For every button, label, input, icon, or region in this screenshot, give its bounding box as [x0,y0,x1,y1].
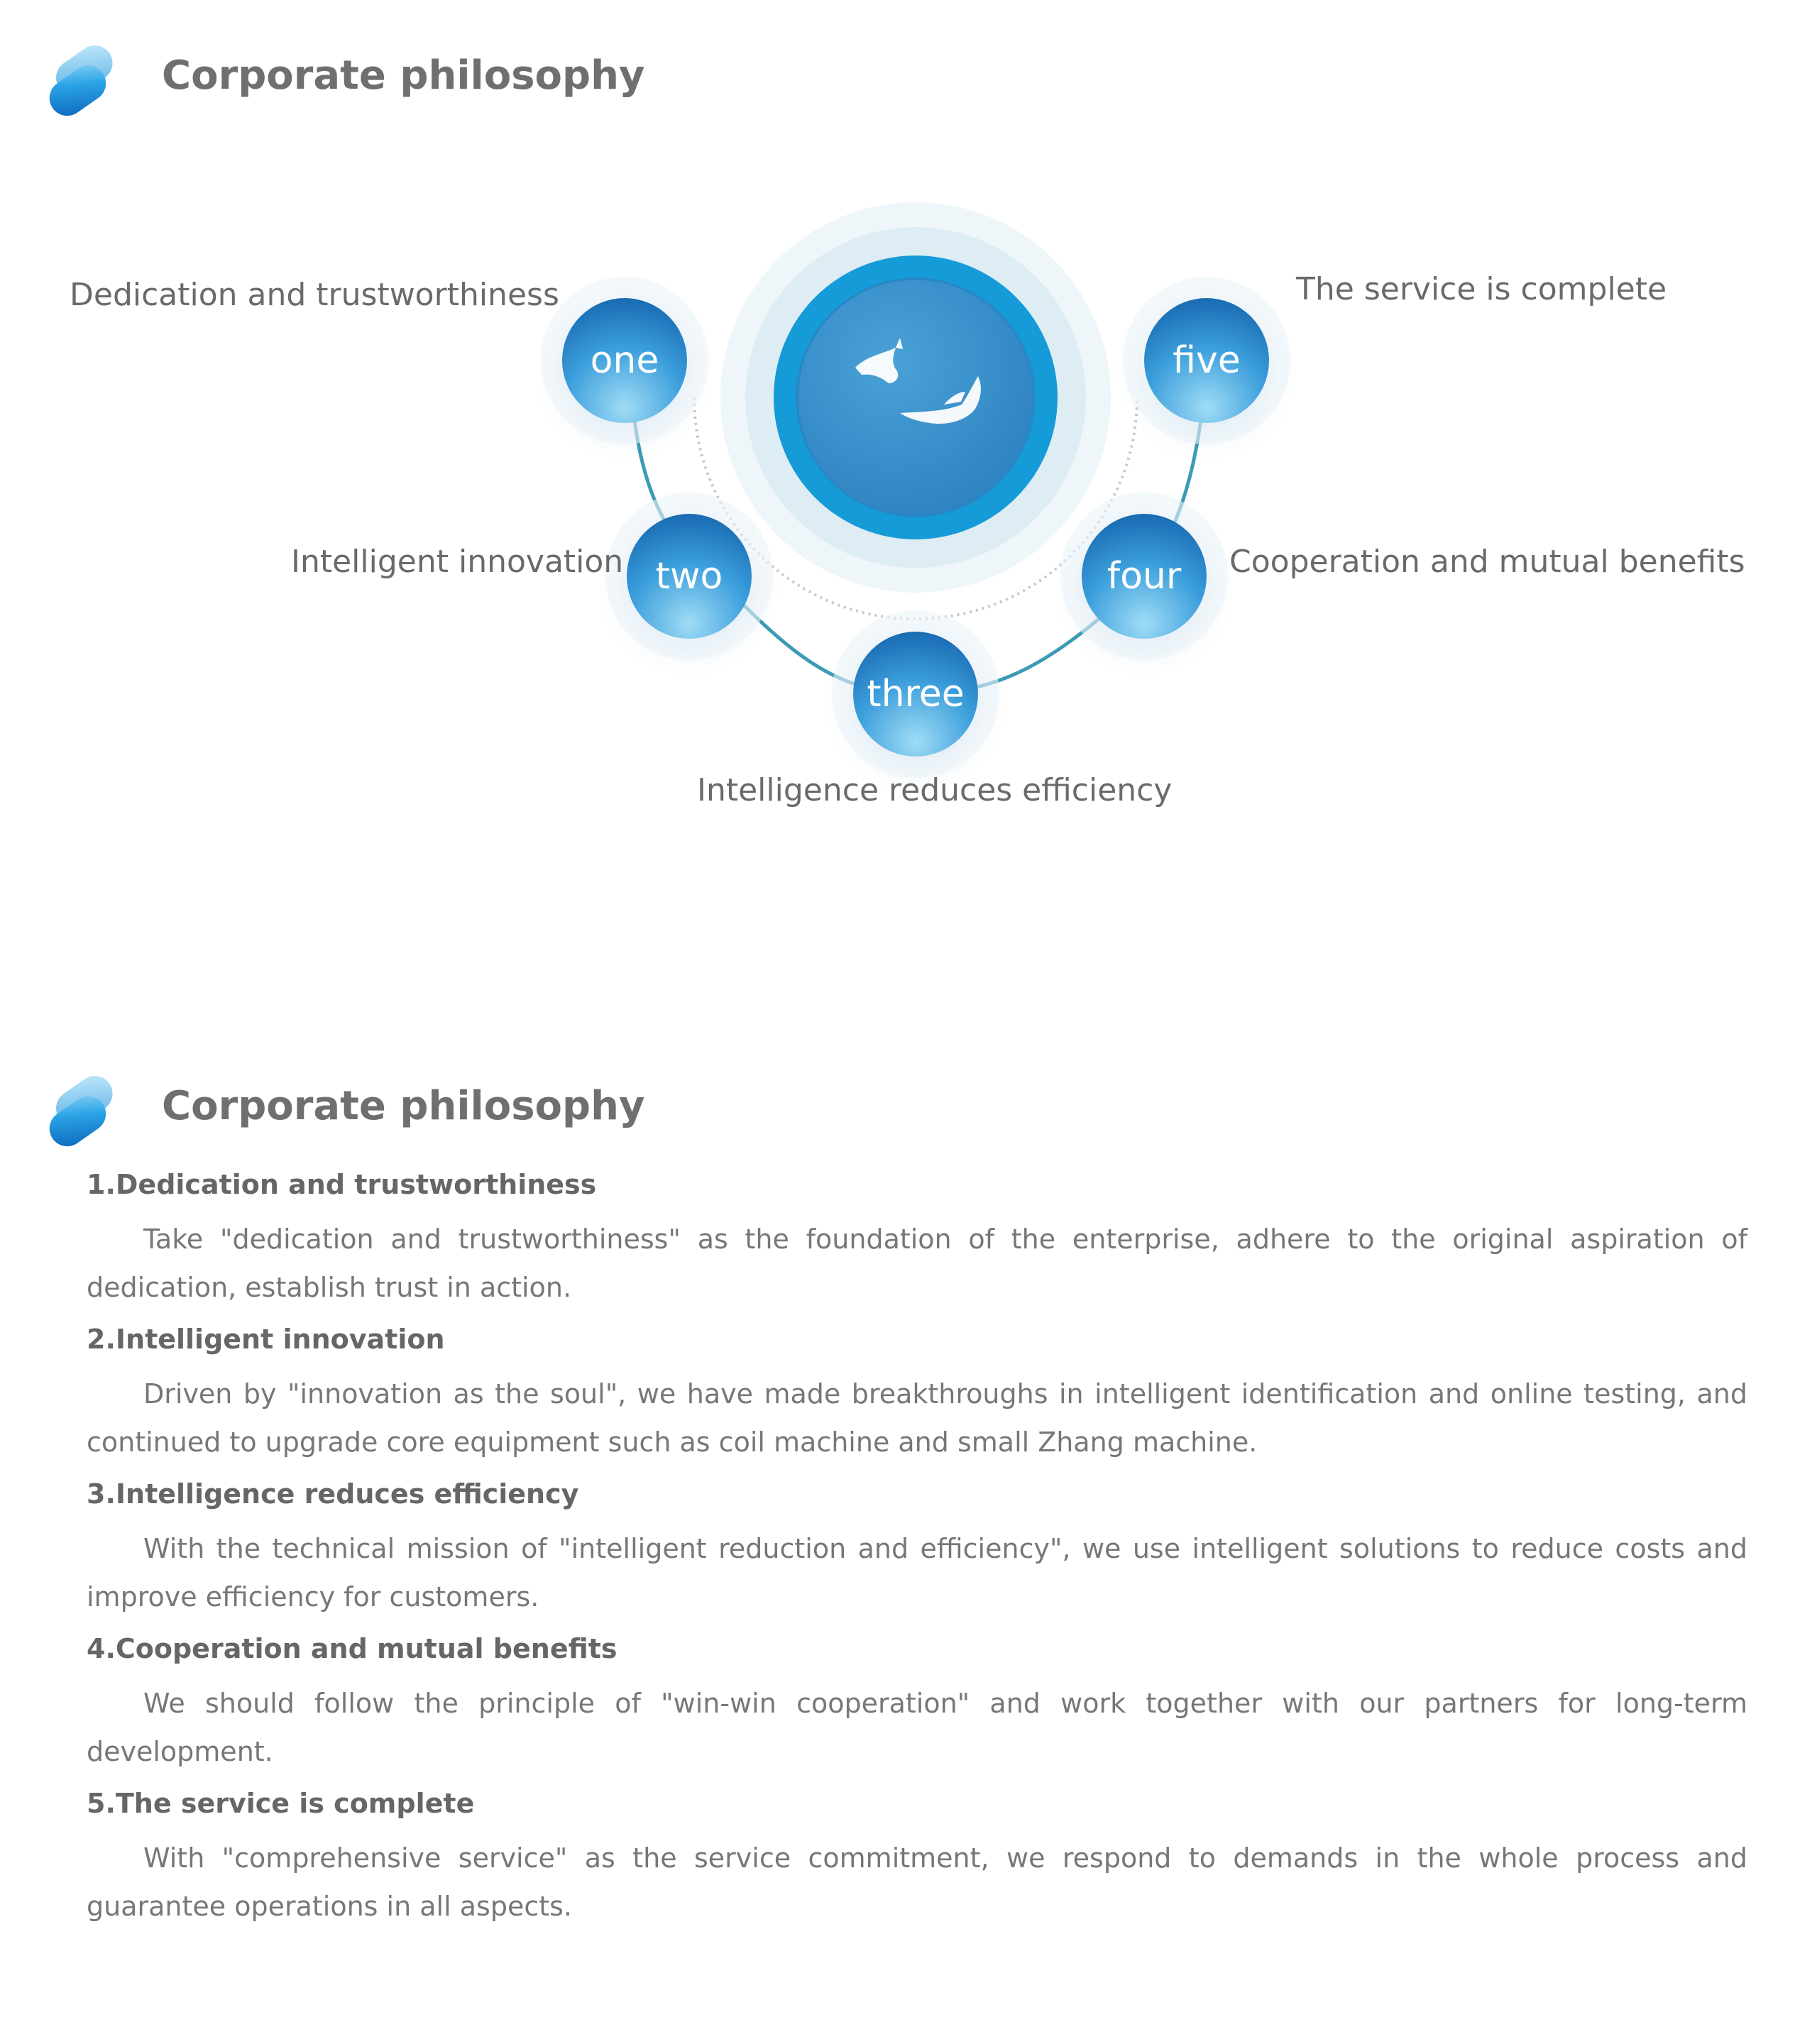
section-header-2 [37,1070,889,1155]
bubble-two: two [627,514,752,639]
center-inner [797,279,1034,516]
item-body: Driven by "innovation as the soul", we have made breakthroughs in intelligent identification and online testing, and continued to upgrade core equipment such as coil machine and small Zhang machine. [87,1378,1747,1458]
item-heading: 4.Cooperation and mutual benefits [87,1633,617,1664]
label-three: Intelligence reduces efficiency [697,772,1173,808]
bubble-five: five [1144,298,1269,423]
philosophy-item [87,1164,1747,1312]
label-four: Cooperation and mutual benefits [1229,544,1745,580]
bubble-one: one [562,298,687,423]
item-heading: 5.The service is complete [87,1788,475,1819]
philosophy-list [87,1164,1747,1938]
philosophy-item [87,1473,1747,1621]
item-body: Take "dedication and trustworthiness" as the foundation of the enterprise, adhere to the original aspiration of dedication, establish trust in action. [87,1224,1747,1303]
label-five: The service is complete [1296,271,1667,307]
section-title: Corporate philosophy [162,53,645,99]
label-one: Dedication and trustworthiness [70,277,559,313]
section-title: Corporate philosophy [162,1083,645,1129]
philosophy-item [87,1783,1747,1930]
logo-icon [37,1070,128,1148]
item-heading: 3.Intelligence reduces efficiency [87,1478,579,1510]
label-two: Intelligent innovation [291,544,624,580]
item-body: With "comprehensive service" as the service commitment, we respond to demands in the whole process and guarantee operations in all aspects. [87,1842,1747,1922]
philosophy-item [87,1319,1747,1466]
bubble-four: four [1082,514,1207,639]
item-body: With the technical mission of "intelligent reduction and efficiency", we use intelligent solutions to reduce costs and improve efficiency for customers. [87,1533,1747,1612]
item-body: We should follow the principle of "win-win cooperation" and work together with our partners for long-term development. [87,1688,1747,1767]
item-heading: 1.Dedication and trustworthiness [87,1169,597,1200]
item-heading: 2.Intelligent innovation [87,1324,445,1355]
logo-icon [37,40,128,118]
section-header-1 [37,40,889,125]
philosophy-item [87,1628,1747,1776]
philosophy-diagram [0,170,1817,852]
bubble-three: three [853,632,978,757]
